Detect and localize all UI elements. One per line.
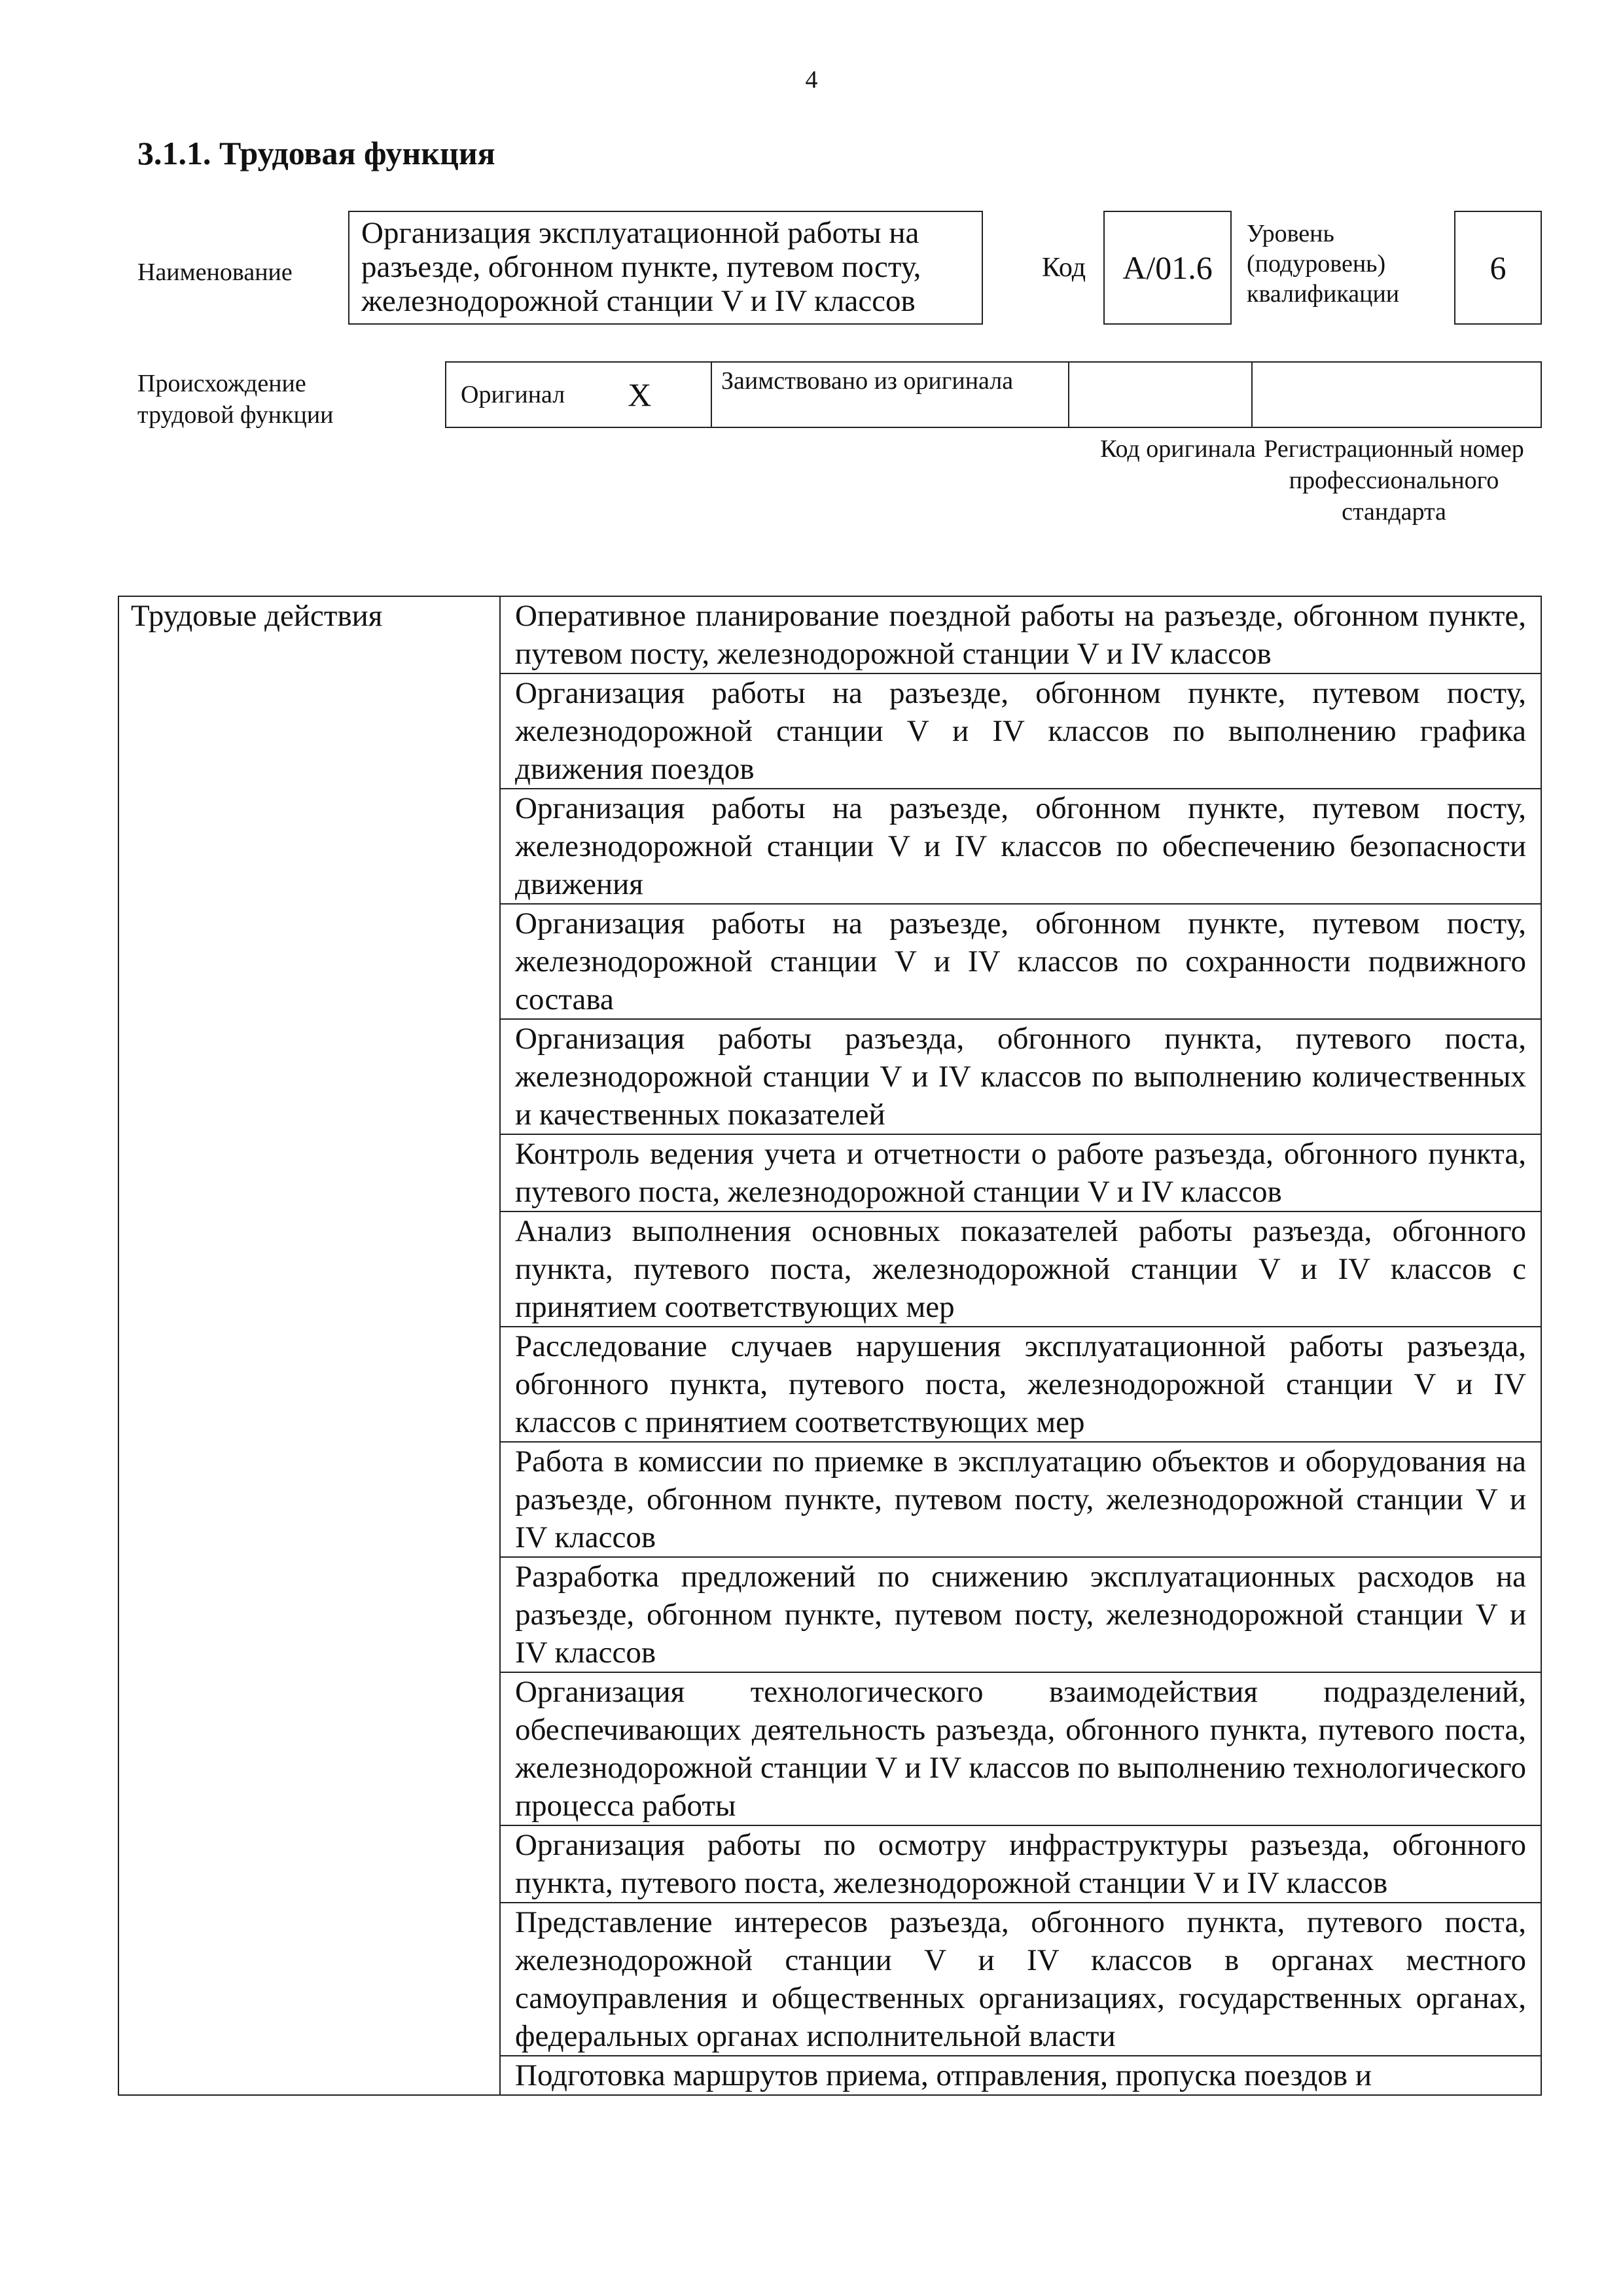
- labor-action-item: Контроль ведения учета и отчетности о работе разъезда, обгонного пункта, путевого поста, железнодорожной станции V и IV классов: [500, 1134, 1541, 1211]
- original-label: Оригинал: [461, 381, 565, 408]
- labor-action-item: Работа в комиссии по приемке в эксплуатацию объектов и оборудования на разъезде, обгонном пункте, путевом посту, железнодорожной станции V и IV классов: [500, 1442, 1541, 1557]
- labor-action-item: Организация работы на разъезде, обгонном пункте, путевом посту, железнодорожной станции V и IV классов по выполнению графика движения поездов: [500, 673, 1541, 789]
- labor-action-item: Представление интересов разъезда, обгонного пункта, путевого поста, железнодорожной станции V и IV классов в органах местного самоуправления и общественных организациях, государственных органах, федеральных органах исполнительной власти: [500, 1903, 1541, 2056]
- page-number: 4: [805, 66, 818, 94]
- labor-action-item: Организация работы по осмотру инфраструктуры разъезда, обгонного пункта, путевого поста, железнодорожной станции V и IV классов: [500, 1825, 1541, 1903]
- code-label: Код: [1042, 253, 1086, 283]
- qualification-level-box: 6: [1454, 211, 1542, 325]
- labor-action-item: Разработка предложений по снижению эксплуатационных расходов на разъезде, обгонном пункте, путевом посту, железнодорожной станции V и IV классов: [500, 1557, 1541, 1672]
- labor-actions-header: Трудовые действия: [118, 596, 500, 2095]
- borrowed-cell: Заимствовано из оригинала: [712, 363, 1069, 427]
- original-mark: X: [628, 376, 652, 413]
- labor-action-item: Подготовка маршрутов приема, отправления, пропуска поездов и: [500, 2056, 1541, 2095]
- section-title: 3.1.1. Трудовая функция: [137, 135, 495, 171]
- function-code-box: A/01.6: [1103, 211, 1232, 325]
- original-cell: [446, 363, 712, 427]
- labor-action-item: Оперативное планирование поездной работы на разъезде, обгонном пункте, путевом посту, железнодорожной станции V и IV классов: [500, 596, 1541, 673]
- labor-action-item: Расследование случаев нарушения эксплуатационной работы разъезда, обгонного пункта, путевого поста, железнодорожной станции V и IV классов с принятием соответствующих мер: [500, 1327, 1541, 1442]
- labor-action-item: Организация работы на разъезде, обгонном пункте, путевом посту, железнодорожной станции V и IV классов по обеспечению безопасности движения: [500, 789, 1541, 904]
- function-name-box: Организация эксплуатационной работы на разъезде, обгонном пункте, путевом посту, железнодорожной станции V и IV классов: [348, 211, 983, 325]
- labor-action-item: Организация технологического взаимодействия подразделений, обеспечивающих деятельность разъезда, обгонного пункта, путевого поста, железнодорожной станции V и IV классов по выполнению технологического процесса работы: [500, 1672, 1541, 1825]
- labor-actions-table: [118, 596, 1542, 2096]
- name-label: Наименование: [137, 259, 293, 286]
- origin-row: [445, 361, 1542, 428]
- labor-action-item: Организация работы разъезда, обгонного пункта, путевого поста, железнодорожной станции V и IV классов по выполнению количественных и качественных показателей: [500, 1019, 1541, 1134]
- original-code-cell: [1069, 363, 1253, 427]
- qualification-level-label: Уровень (подуровень) квалификации: [1247, 220, 1400, 308]
- labor-action-item: Организация работы на разъезде, обгонном пункте, путевом посту, железнодорожной станции V и IV классов по сохранности подвижного состава: [500, 904, 1541, 1019]
- reg-number-cell: [1253, 363, 1541, 427]
- labor-action-item: Анализ выполнения основных показателей работы разъезда, обгонного пункта, путевого поста, железнодорожной станции V и IV классов с принятием соответствующих мер: [500, 1211, 1541, 1327]
- table-row: [118, 596, 1541, 673]
- original-code-label: Код оригинала: [1100, 435, 1256, 463]
- reg-number-label: Регистрационный номер профессионального стандарта: [1264, 435, 1524, 526]
- origin-label: Происхождение трудовой функции: [137, 370, 334, 429]
